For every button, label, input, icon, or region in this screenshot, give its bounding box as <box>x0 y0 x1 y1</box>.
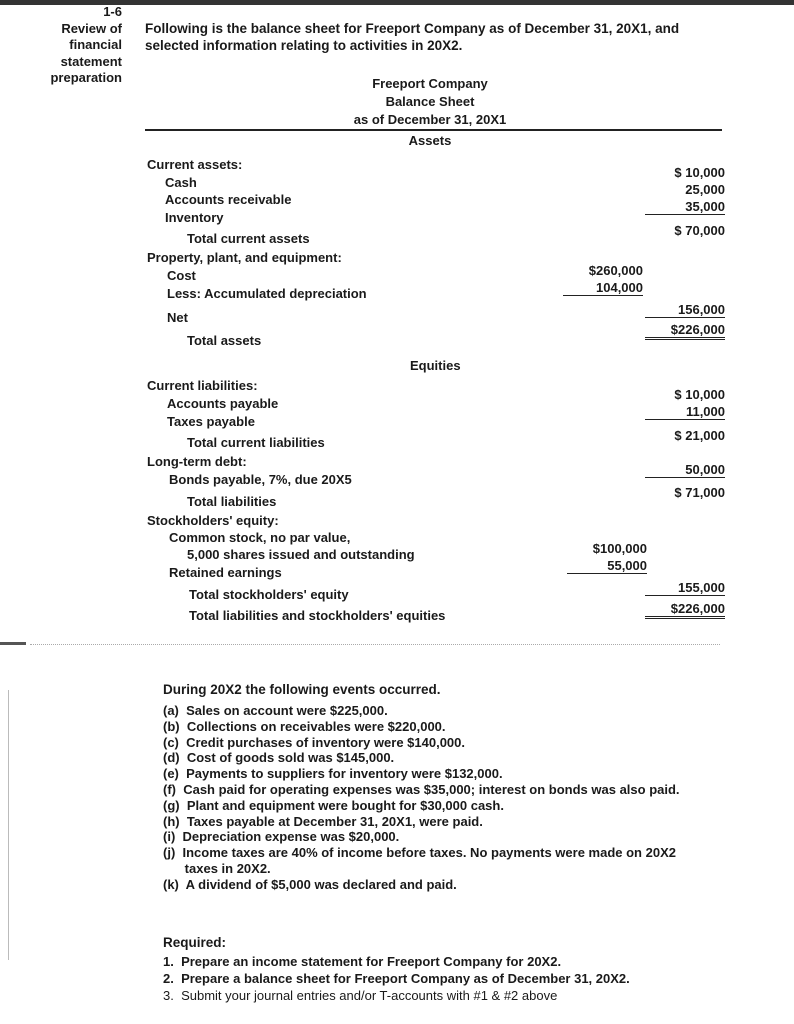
event-item: (g) Plant and equipment were bought for $30,000 cash. <box>163 797 504 813</box>
event-item: (k) A dividend of $5,000 was declared and paid. <box>163 876 457 892</box>
event-item: (f) Cash paid for operating expenses was $35,000; interest on bonds was also paid. <box>163 781 680 797</box>
taxes-payable-value: 11,000 <box>645 404 725 420</box>
accum-dep-label: Less: Accumulated depreciation <box>167 286 367 301</box>
total-liabilities-value: $ 71,000 <box>674 485 725 500</box>
topic-line-4: preparation <box>50 70 122 85</box>
total-current-assets-value: $ 70,000 <box>674 223 725 238</box>
total-se-label: Total stockholders' equity <box>189 587 349 602</box>
current-liabilities-label: Current liabilities: <box>147 378 258 393</box>
assets-heading: Assets <box>408 133 452 148</box>
retained-earnings-label: Retained earnings <box>169 565 282 580</box>
intro-line-1: Following is the balance sheet for Freeport Company as of December 31, 20X1, and <box>145 21 680 36</box>
event-item: (h) Taxes payable at December 31, 20X1, were paid. <box>163 813 483 829</box>
bonds-payable-value: 50,000 <box>645 462 725 478</box>
required-list <box>163 953 630 1004</box>
event-item: (i) Depreciation expense was $20,000. <box>163 829 400 845</box>
inventory-value: 35,000 <box>645 199 725 215</box>
required-item: 1. Prepare an income statement for Freeport Company for 20X2. <box>163 954 562 969</box>
total-current-assets-label: Total current assets <box>187 231 310 246</box>
intro-line-2: selected information relating to activities in 20X2. <box>145 38 463 53</box>
company-name: Freeport Company <box>372 76 488 91</box>
cost-label: Cost <box>167 268 196 283</box>
event-item: (j) Income taxes are 40% of income before taxes. No payments were made on 20X2 <box>163 845 676 861</box>
net-value: 156,000 <box>645 302 725 318</box>
common-stock-value: $100,000 <box>592 541 647 556</box>
stockholders-equity-label: Stockholders' equity: <box>147 513 279 528</box>
total-liabilities-label: Total liabilities <box>187 494 277 509</box>
topic-line-3: statement <box>60 53 122 69</box>
event-item: (a) Sales on account were $225,000. <box>163 703 388 718</box>
problem-intro <box>145 20 765 54</box>
section-divider <box>30 644 720 646</box>
events-lead: During 20X2 the following events occurred. <box>163 682 441 697</box>
equities-heading: Equities <box>410 358 461 373</box>
net-label: Net <box>167 310 188 325</box>
required-item: 3. Submit your journal entries and/or T-accounts with #1 & #2 above <box>163 988 558 1003</box>
taxes-payable-label: Taxes payable <box>167 414 255 429</box>
cost-value: $260,000 <box>588 263 643 278</box>
scan-left-edge <box>8 690 9 960</box>
accum-dep-value: 104,000 <box>563 280 643 296</box>
cash-label: Cash <box>165 175 197 190</box>
header-rule <box>145 129 722 131</box>
ar-label: Accounts receivable <box>165 192 292 207</box>
event-item: (c) Credit purchases of inventory were $140,000. <box>163 734 466 750</box>
common-stock-label: Common stock, no par value, <box>169 530 351 545</box>
total-assets-value: $226,000 <box>645 322 725 340</box>
problem-number: 1-6 <box>103 4 122 19</box>
problem-sidebar <box>20 4 122 87</box>
statement-title: Balance Sheet <box>385 94 475 109</box>
topic-line-2: financial <box>69 37 122 52</box>
required-item: 2. Prepare a balance sheet for Freeport Company as of December 31, 20X2. <box>163 971 630 986</box>
scan-edge-mark <box>0 642 26 645</box>
ap-value: $ 10,000 <box>674 387 725 402</box>
event-item: (b) Collections on receivables were $220,000. <box>163 718 446 734</box>
total-se-value: 155,000 <box>645 580 725 596</box>
topic-line-1: Review of <box>61 20 122 36</box>
current-assets-label: Current assets: <box>147 157 243 172</box>
statement-date: as of December 31, 20X1 <box>353 112 507 127</box>
ppe-label: Property, plant, and equipment: <box>147 250 342 265</box>
event-item: taxes in 20X2. <box>163 860 271 876</box>
total-le-label: Total liabilities and stockholders' equities <box>189 608 446 623</box>
shares-outstanding-label: 5,000 shares issued and outstanding <box>187 547 415 562</box>
ap-label: Accounts payable <box>167 396 279 411</box>
total-le-value: $226,000 <box>645 601 725 619</box>
total-current-liabilities-label: Total current liabilities <box>187 435 325 450</box>
retained-earnings-value: 55,000 <box>567 558 647 574</box>
ar-value: 25,000 <box>685 182 725 197</box>
long-term-debt-label: Long-term debt: <box>147 454 247 469</box>
event-item: (e) Payments to suppliers for inventory were $132,000. <box>163 766 503 782</box>
event-item: (d) Cost of goods sold was $145,000. <box>163 750 395 766</box>
event-list <box>163 703 680 893</box>
total-assets-label: Total assets <box>187 333 262 348</box>
inventory-label: Inventory <box>165 210 224 225</box>
total-current-liabilities-value: $ 21,000 <box>674 428 725 443</box>
cash-value: $ 10,000 <box>674 165 725 180</box>
required-heading: Required: <box>163 935 227 950</box>
bonds-payable-label: Bonds payable, 7%, due 20X5 <box>169 472 352 487</box>
